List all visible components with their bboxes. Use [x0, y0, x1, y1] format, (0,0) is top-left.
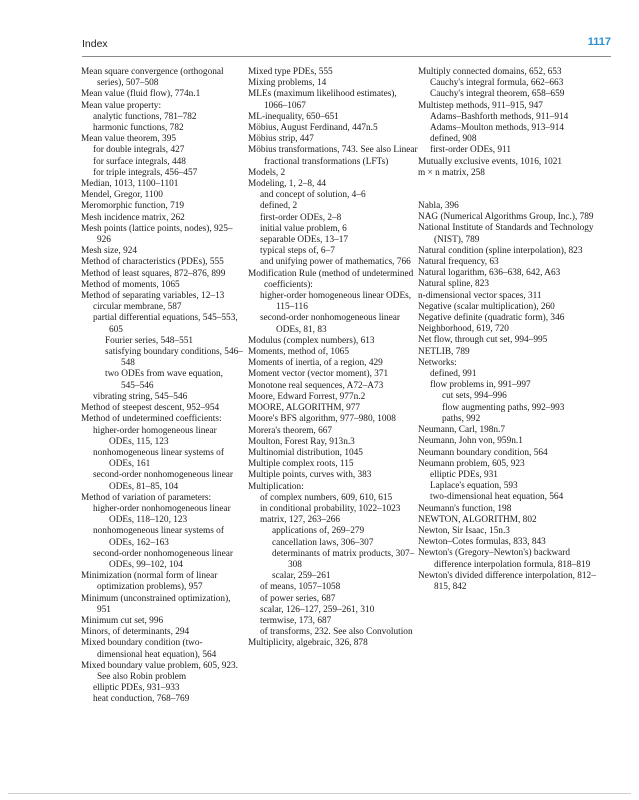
index-subentry: determinants of matrix products, 307–308	[272, 548, 415, 570]
index-entry: Moore, Edward Forrest, 977n.2	[248, 391, 366, 402]
footer-rule	[8, 793, 631, 794]
index-entry: Moments of inertia, of a region, 429	[248, 358, 383, 369]
index-entry: Mean value property:	[81, 100, 162, 111]
index-entry: Net flow, through cut set, 994–995	[418, 335, 548, 346]
index-subentry: elliptic PDEs, 931	[430, 469, 498, 480]
index-entry: Method of moments, 1065	[81, 279, 180, 290]
index-entry: Mixing problems, 14	[248, 78, 327, 89]
index-column-1	[81, 67, 243, 706]
index-entry: Method of steepest descent, 952–954	[81, 403, 220, 414]
running-head: Index	[82, 38, 108, 50]
index-subentry: and unifying power of mathematics, 766	[260, 257, 411, 268]
index-subentry: higher-order homogeneous linear ODEs, 115, 123	[93, 425, 217, 447]
index-subentry: flow augmenting paths, 992–993	[442, 402, 565, 413]
index-entry: Moments, method of, 1065	[248, 347, 349, 358]
index-subentry: analytic functions, 781–782	[93, 111, 197, 122]
index-subentry: harmonic functions, 782	[93, 123, 184, 134]
index-subentry: separable ODEs, 13–17	[260, 235, 349, 246]
index-entry: Minimization (normal form of linear optimization problems), 957	[81, 571, 218, 593]
index-subentry: second-order nonhomogeneous linear ODEs, 81–85, 104	[93, 470, 233, 492]
index-subentry: and concept of solution, 4–6	[260, 190, 366, 201]
index-subentry: nonhomogeneous linear systems of ODEs, 162–163	[93, 526, 224, 548]
index-entry: Method of variation of parameters:	[81, 492, 212, 503]
index-entry: Median, 1013, 1100–1101	[81, 179, 179, 190]
index-entry: Method of characteristics (PDEs), 555	[81, 257, 224, 268]
index-entry: Möbius, August Ferdinand, 447n.5	[248, 123, 378, 134]
index-subentry: of complex numbers, 609, 610, 615	[260, 492, 393, 503]
index-entry: Newton, Sir Isaac, 15n.3	[418, 525, 510, 536]
index-entry: Natural frequency, 63	[418, 257, 499, 268]
index-subentry: second-order nonhomogeneous linear ODEs, 99–102, 104	[93, 548, 233, 570]
index-subentry: partial differential equations, 545–553, 605	[93, 313, 238, 335]
index-entry: Meromorphic function, 719	[81, 201, 185, 212]
index-entry: Multinomial distribution, 1045	[248, 447, 363, 458]
index-entry: Multistep methods, 911–915, 947	[418, 100, 543, 111]
index-entry: Modulus (complex numbers), 613	[248, 335, 375, 346]
index-subentry: circular membrane, 587	[93, 302, 182, 313]
page-number: 1117	[587, 36, 611, 48]
index-entry: Newton–Cotes formulas, 833, 843	[418, 537, 546, 548]
index-subentry: for double integrals, 427	[93, 145, 185, 156]
index-entry: Neighborhood, 619, 720	[418, 324, 509, 335]
index-entry: Method of undetermined coefficients:	[81, 414, 222, 425]
index-entry: Mean value (fluid flow), 774n.1	[81, 89, 201, 100]
index-entry: Moore's BFS algorithm, 977–980, 1008	[248, 414, 396, 425]
index-subentry: two ODEs from wave equation, 545–546	[105, 369, 223, 391]
index-subentry: cancellation laws, 306–307	[272, 537, 374, 548]
index-entry: Negative (scalar multiplication), 260	[418, 301, 555, 312]
index-subentry: satisfying boundary conditions, 546–548	[105, 347, 243, 369]
index-entry: Newton's (Gregory–Newton's) backward difference interpolation formula, 818–819	[418, 548, 591, 570]
index-entry: Modification Rule (method of undetermined coefficients):	[248, 268, 414, 290]
index-entry: Mesh incidence matrix, 262	[81, 212, 185, 223]
index-entry: Mesh points (lattice points, nodes), 925–926	[81, 223, 233, 246]
index-entry: Mixed boundary condition (two-dimensional heat equation), 564	[81, 638, 217, 660]
index-subentry: nonhomogeneous linear systems of ODEs, 161	[93, 447, 224, 470]
index-subentry: of means, 1057–1058	[260, 582, 341, 593]
index-entry: Multiplicity, algebraic, 326, 878	[248, 638, 368, 649]
index-entry: Mixed boundary value problem, 605, 923. See also Robin problem	[81, 660, 238, 682]
index-entry: Natural spline, 823	[418, 279, 490, 290]
page-header	[82, 36, 611, 56]
index-subentry: typical steps of, 6–7	[260, 246, 335, 257]
index-entry: Morera's theorem, 667	[248, 425, 333, 436]
index-entry: Minimum cut set, 996	[81, 615, 164, 626]
index-subentry: of transforms, 232. See also Convolution	[260, 627, 413, 638]
index-subentry: higher-order nonhomogeneous linear ODEs, 118–120, 123	[93, 503, 231, 526]
index-entry: Mixed type PDEs, 555	[248, 67, 333, 77]
index-subentry: matrix, 127, 263–266	[260, 515, 341, 526]
index-entry: National Institute of Standards and Technology (NIST), 789	[418, 223, 594, 245]
index-subentry: Adams–Bashforth methods, 911–914	[430, 111, 569, 122]
index-entry: Newton's divided difference interpolation, 812–815, 842	[418, 570, 596, 592]
index-column-2	[248, 67, 418, 650]
index-subentry: defined, 2	[260, 201, 298, 212]
index-entry: Method of separating variables, 12–13	[81, 291, 225, 302]
index-entry: Mendel, Gregor, 1100	[81, 190, 163, 201]
index-subentry: for surface integrals, 448	[93, 156, 186, 167]
index-subentry: Fourier series, 548–551	[105, 335, 194, 346]
index-entry: Minors, of determinants, 294	[81, 627, 190, 638]
index-subentry: initial value problem, 6	[260, 223, 347, 234]
index-subentry: elliptic PDEs, 931–933	[93, 683, 180, 694]
index-entry: Mean square convergence (orthogonal series), 507–508	[81, 67, 224, 89]
index-entry: Negative definite (quadratic form), 346	[418, 313, 565, 324]
index-entry: Modeling, 1, 2–8, 44	[248, 179, 326, 190]
index-entry: Natural condition (spline interpolation), 823	[418, 245, 583, 256]
index-subentry: first-order ODEs, 911	[430, 145, 511, 156]
index-entry: Multiple complex roots, 115	[248, 459, 354, 470]
index-subentry: defined, 991	[430, 369, 477, 380]
index-subentry: Adams–Moulton methods, 913–914	[430, 123, 565, 134]
index-subentry: of power series, 687	[260, 593, 336, 604]
index-subentry: scalar, 259–261	[272, 571, 331, 582]
index-subentry: in conditional probability, 1022–1023	[260, 503, 401, 514]
index-subentry: higher-order homogeneous linear ODEs, 115–116	[260, 291, 412, 313]
index-subentry: vibrating string, 545–546	[93, 391, 188, 402]
index-subentry: first-order ODEs, 2–8	[260, 212, 342, 223]
index-entry: m × n matrix, 258	[418, 167, 485, 178]
index-entry: MOORE, ALGORITHM, 977	[248, 403, 361, 414]
index-entry: Nabla, 396	[418, 201, 459, 212]
index-entry: NAG (Numerical Algorithms Group, Inc.), 789	[418, 212, 594, 223]
index-subentry: flow problems in, 991–997	[430, 380, 531, 391]
index-entry: Minimum (unconstrained optimization), 951	[81, 593, 231, 615]
index-entry: Neumann problem, 605, 923	[418, 458, 525, 469]
index-subentry: cut sets, 994–996	[442, 391, 507, 402]
index-entry: Moment vector (vector moment), 371	[248, 369, 389, 380]
index-subentry: defined, 908	[430, 134, 477, 145]
index-entry: Monotone real sequences, A72–A73	[248, 380, 384, 391]
index-subentry: applications of, 269–279	[272, 526, 365, 537]
index-entry: Mesh size, 924	[81, 246, 138, 257]
index-entry: Möbius strip, 447	[248, 134, 314, 145]
index-subentry: two-dimensional heat equation, 564	[430, 492, 564, 503]
index-entry: Multiply connected domains, 652, 653	[418, 67, 562, 77]
section-gap	[418, 190, 596, 201]
index-entry: Method of least squares, 872–876, 899	[81, 268, 226, 279]
index-subentry: Cauchy's integral theorem, 658–659	[430, 89, 565, 100]
index-subentry: for triple integrals, 456–457	[93, 167, 198, 178]
index-entry: NEWTON, ALGORITHM, 802	[418, 514, 537, 525]
index-entry: Mean value theorem, 395	[81, 134, 177, 145]
index-entry: Models, 2	[248, 167, 286, 178]
index-entry: MLEs (maximum likelihood estimates), 1066–1067	[248, 89, 397, 111]
index-subentry: Laplace's equation, 593	[430, 481, 518, 492]
index-entry: Moulton, Forest Ray, 913n.3	[248, 436, 355, 447]
index-subentry: paths, 992	[442, 413, 481, 424]
index-column-3	[418, 67, 596, 593]
index-subentry: scalar, 126–127, 259–261, 310	[260, 604, 375, 615]
index-entry: Multiplication:	[248, 481, 304, 492]
section-gap	[418, 179, 596, 190]
index-entry: Neumann, Carl, 198n.7	[418, 425, 506, 436]
index-entry: Networks:	[418, 357, 457, 368]
index-subentry: Cauchy's integral formula, 662–663	[430, 78, 564, 89]
index-entry: Neumann's function, 198	[418, 503, 512, 514]
header-rule	[82, 56, 611, 57]
index-entry: Neumann boundary condition, 564	[418, 447, 548, 458]
index-entry: Natural logarithm, 636–638, 642, A63	[418, 268, 561, 279]
index-entry: Neumann, John von, 959n.1	[418, 436, 523, 447]
index-entry: Mutually exclusive events, 1016, 1021	[418, 156, 563, 167]
index-entry: Möbius transformations, 743. See also Linear fractional transformations (LFTs)	[248, 145, 418, 167]
index-subentry: termwise, 173, 687	[260, 615, 332, 626]
index-entry: n-dimensional vector spaces, 311	[418, 290, 542, 301]
index-entry: ML-inequality, 650–651	[248, 111, 339, 122]
index-subentry: second-order nonhomogeneous linear ODEs, 81, 83	[260, 313, 400, 335]
index-subentry: heat conduction, 768–769	[93, 694, 190, 705]
index-entry: Multiple points, curves with, 383	[248, 470, 372, 481]
index-entry: NETLIB, 789	[418, 346, 470, 357]
